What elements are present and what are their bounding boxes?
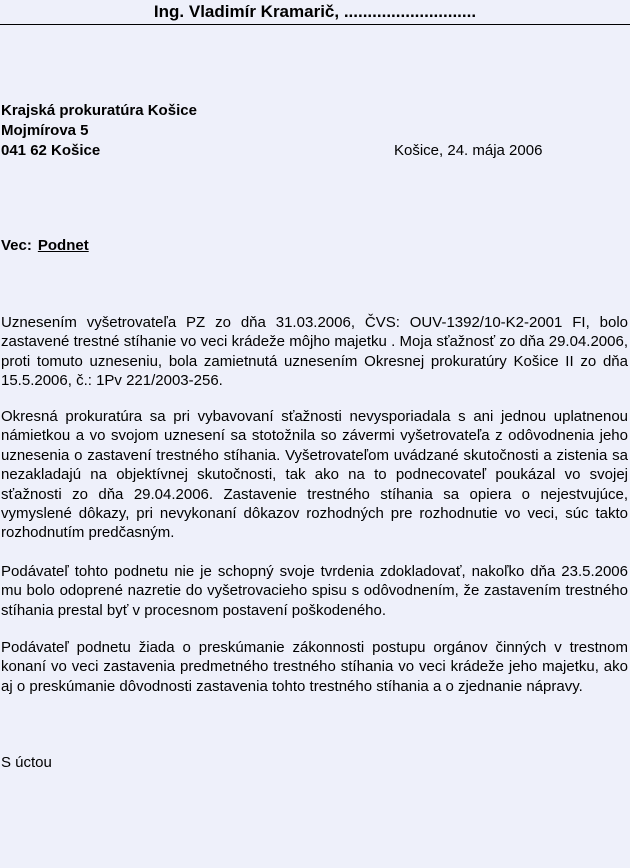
closing-salutation: S úctou [1, 754, 52, 771]
paragraph-2: Okresná prokuratúra sa pri vybavovaní sťažnosti nevysporiadala s ani jednou uplatnenou námietkou a vo svojom uznesení sa stotožnila so závermi vyšetrovateľa z odôvodnenia jeho uznesenia o zastavení trestného stíhania. Vyšetrovateľom uvádzané skutočnosti a zistenia sa nezakladajú na objektívnej skutočnosti, tak ako na to podnecovateľ poukázal vo svojej sťažnosti zo dňa 29.04.2006. Zastavenie trestného stíhania sa opiera o nejestvujúce, vymyslené dôkazy, pri nevykonaní dôkazov rozhodných pre rozhodnutie vo veci, súc takto rozhodnutím predčasným. [1, 408, 628, 542]
sender-name: Ing. Vladimír Kramarič, ............................ [153, 2, 477, 21]
recipient-line-3: 041 62 Košice [1, 142, 101, 159]
recipient-address [1, 101, 197, 161]
paragraph-1: Uznesením vyšetrovateľa PZ zo dňa 31.03.2006, ČVS: OUV-1392/10-K2-2001 FI, bolo zastavené trestné stíhanie vo veci krádeže môjho majetku . Moja sťažnosť zo dňa 29.04.2006, proti tomuto uzneseniu, bola zamietnutá uznesením Okresnej prokuratúry Košice II zo dňa 15.5.2006, č.: 1Pv 221/2003-256. [1, 314, 628, 390]
subject-label: Vec: [1, 237, 32, 254]
subject-line [1, 236, 89, 256]
subject-title: Podnet [37, 237, 89, 254]
paragraph-3: Podávateľ tohto podnetu nie je schopný svoje tvrdenia zdokladovať, nakoľko dňa 23.5.2006 mu bolo odoprené nazretie do vyšetrovacieho spisu s odôvodnením, že zastavením trestného stíhania prestal byť v procesnom postavení poškodeného. [1, 563, 628, 619]
letter-header [0, 0, 630, 25]
paragraph-4: Podávateľ podnetu žiada o preskúmanie zákonnosti postupu orgánov činných v trestnom konaní vo veci zastavenia predmetného trestného stíhania vo veci krádeže jeho majetku, ako aj o preskúmanie dôvodnosti zastavenia tohto trestného stíhania a o zjednanie nápravy. [1, 639, 628, 695]
letter-date: Košice, 24. mája 2006 [394, 142, 543, 159]
recipient-line-1: Krajská prokuratúra Košice [1, 102, 197, 119]
recipient-line-2: Mojmírova 5 [1, 122, 89, 139]
